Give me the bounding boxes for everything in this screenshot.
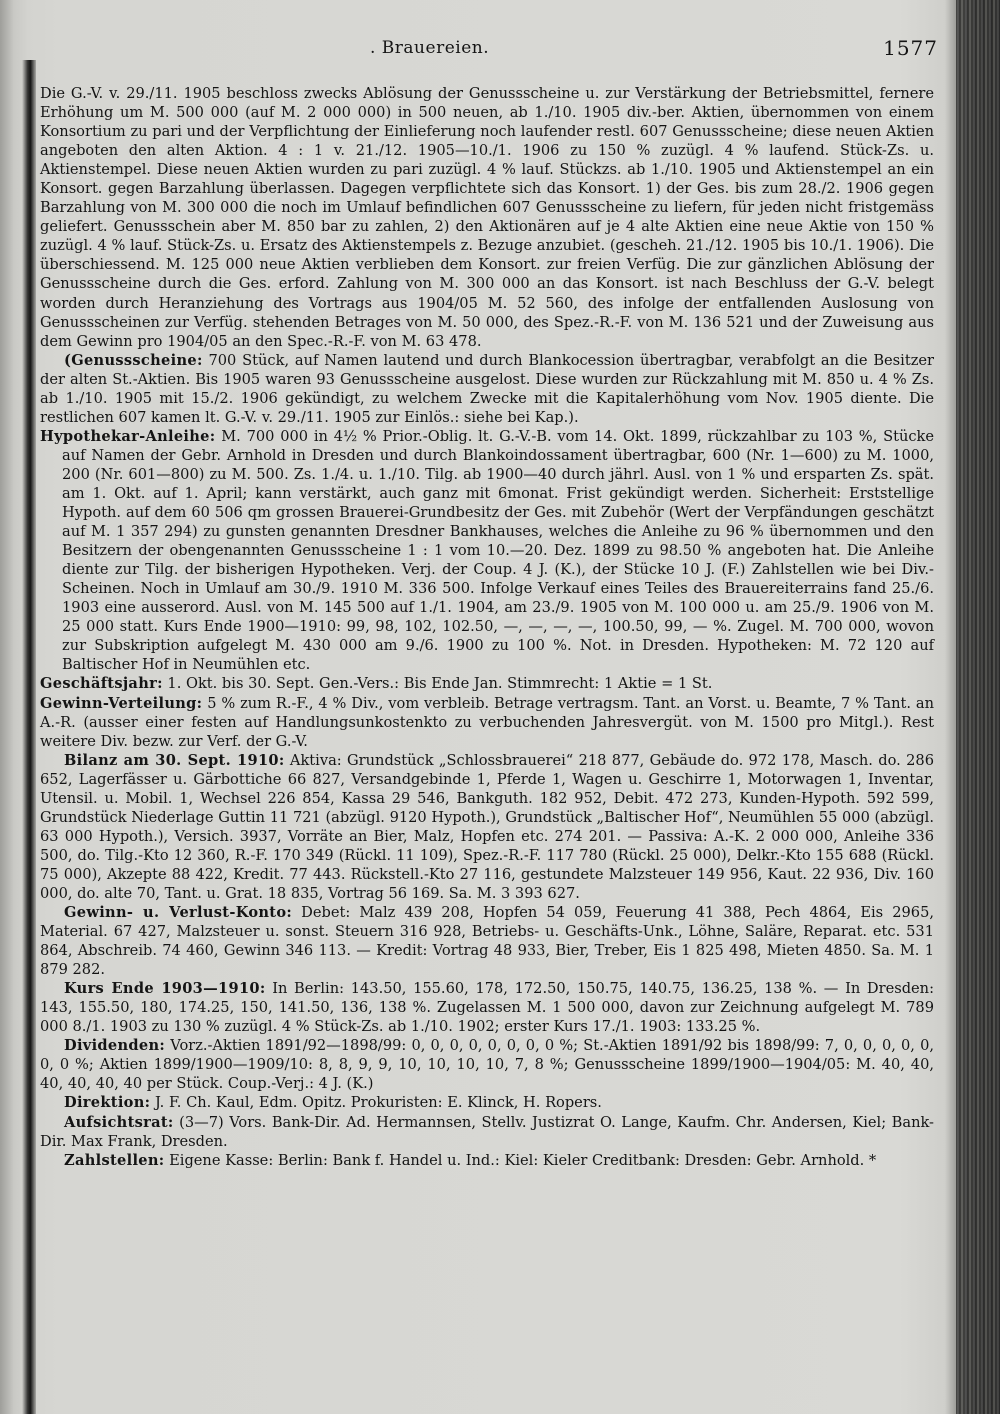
running-title: . Brauereien.: [370, 38, 490, 58]
paragraph-label: Bilanz am 30. Sept. 1910:: [64, 751, 285, 769]
paragraph-aufsichtsrat: [40, 1113, 934, 1151]
paragraph-text: Eigene Kasse: Berlin: Bank f. Handel u. Ind.: Kiel: Kieler Creditbank: Dresden: Gebr. Arnhold. *: [169, 1151, 877, 1169]
paragraph-label: Aufsichtsrat:: [64, 1113, 174, 1131]
paragraph-genussscheine: [40, 351, 934, 427]
paragraph-text: (3—7) Vors. Bank-Dir. Ad. Hermannsen, Stellv. Justizrat O. Lange, Kaufm. Chr. Andersen, Kiel; Bank-Dir. Max Frank, Dresden.: [40, 1113, 934, 1150]
paragraph-label: Gewinn- u. Verlust-Konto:: [64, 904, 293, 922]
paragraph-direktion: [40, 1093, 934, 1112]
paragraph-text: 1. Okt. bis 30. Sept. Gen.-Vers.: Bis Ende Jan. Stimmrecht: 1 Aktie = 1 St.: [167, 675, 713, 693]
page-edge-stack: [956, 0, 1000, 1414]
paragraph-hypothekar-anleihe: [40, 427, 934, 675]
paragraph-capital-increase: [40, 84, 934, 351]
paragraph-label: Direktion:: [64, 1094, 151, 1112]
paragraph-label: Kurs Ende 1903—1910:: [64, 980, 266, 998]
paragraph-label: Hypothekar-Anleihe:: [40, 427, 216, 445]
paragraph-gewinn-verlust-konto: [40, 903, 934, 979]
binding-shadow: [22, 60, 36, 1414]
paragraph-text: 700 Stück, auf Namen lautend und durch Blankocession übertragbar, verabfolgt an die Besitzer der alten St.-Aktien. Bis 1905 waren 93 Genussscheine ausgelost. Diese wurden zur Rückzahlung mit M. 850 u. 4 % Zs. ab 1./10. 1905 mit 15./2. 1906 gekündigt, zu welchem Zwecke mit die Kapitalerhöhung vom Nov. 1905 diente. Die restlichen 607 kamen lt. G.-V. v. 29./11. 1905 zur Einlös.: siehe bei Kap.).: [40, 351, 935, 426]
paragraph-text: Vorz.-Aktien 1891/92—1898/99: 0, 0, 0, 0, 0, 0, 0, 0 %; St.-Aktien 1891/92 bis 1898/99: 7, 0, 0, 0, 0, 0, 0, 0 %; Aktien 1899/1900—1909/10: 8, 8, 9, 9, 10, 10, 10, 10, 7, 8 %; Genussscheine 1899/1900—1904/05: M. 40, 40, 40, 40, 40, 40 per Stück. Coup.-Verj.: 4 J. (K.): [40, 1037, 935, 1093]
paragraph-text: Die G.-V. v. 29./11. 1905 beschloss zwecks Ablösung der Genussscheine u. zur Verstärkung der Betriebsmittel, fernere Erhöhung um M. 500 000 (auf M. 2 000 000) in 500 neuen, ab 1./10. 1905 div.-ber. Aktien, übernommen von einem Konsortium zu pari und der Verpflichtung der Einlieferung noch laufender restl. 607 Genussscheine; diese neuen Aktien angeboten den alten Aktion. 4 : 1 v. 21./12. 1905—10./1. 1906 zu 150 % zuzügl. 4 % laufend. Stück-Zs. u. Aktienstempel. Diese neuen Aktien wurden zu pari zuzügl. 4 % lauf. Stückzs. ab 1./10. 1905 und Aktienstempel an ein Konsort. gegen Barzahlung überlassen. Dagegen verpflichtete sich das Konsort. 1) der Ges. bis zum 28./2. 1906 gegen Barzahlung von M. 300 000 die noch im Umlauf befindlichen 607 Genussscheine zu liefern, für jeden nicht fristgemäss geliefert. Genussschein aber M. 850 bar zu zahlen, 2) den Aktionären auf je 4 alte Aktien eine neue Aktie von 150 % zuzügl. 4 % lauf. Stück-Zs. u. Ersatz des Aktienstempels z. Bezuge anzubiet. (gescheh. 21./12. 1905 bis 10./1. 1906). Die überschiessend. M. 125 000 neue Aktien verblieben dem Konsort. zur freien Verfüg. Die zur gänzlichen Ablösung der Genussscheine durch die Ges. erford. Zahlung von M. 300 000 an das Konsort. ist nach Beschluss der G.-V. belegt worden durch Heranziehung des Vortrags aus 1904/05 M. 52 560, des infolge der entfallenden Auslosung von Genussscheinen zur Verfüg. stehenden Betrages von M. 50 000, des Spez.-R.-F. von M. 136 521 und der Zuweisung aus dem Gewinn pro 1904/05 an den Spec.-R.-F. von M. 63 478.: [40, 85, 934, 350]
paragraph-gewinn-verteilung: [40, 694, 934, 751]
paragraph-text: M. 700 000 in 4½ % Prior.-Oblig. lt. G.-V.-B. vom 14. Okt. 1899, rückzahlbar zu 103 %, Stücke auf Namen der Gebr. Arnhold in Dresden und durch Blankoindossament übertragbar, 600 (Nr. 1—600) zu M. 1000, 200 (Nr. 601—800) zu M. 500. Zs. 1./4. u. 1./10. Tilg. ab 1900—40 durch jährl. Ausl. von 1 % und ersparten Zs. spät. am 1. Okt. auf 1. April; kann verstärkt, auch ganz mit 6monat. Frist gekündigt werden. Sicherheit: Erststellige Hypoth. auf dem 60 506 qm grossen Brauerei-Grundbesitz der Ges. mit Zubehör (Wert der Verpfändungen geschätzt auf M. 1 357 294) zu gunsten genannten Dresdner Bankhauses, welches die Anleihe zu 96 % übernommen und den Besitzern der obengenannten Genussscheine 1 : 1 vom 10.—20. Dez. 1899 zu 98.50 % angeboten hat. Die Anleihe diente zur Tilg. der bisherigen Hypotheken. Verj. der Coup. 4 J. (K.), der Stücke 10 J. (F.) Zahlstellen wie bei Div.-Scheinen. Noch in Umlauf am 30./9. 1910 M. 336 500. Infolge Verkauf eines Teiles des Brauereiterrains fand 25./6. 1903 eine ausserord. Ausl. von M. 145 500 auf 1./1. 1904, am 23./9. 1905 von M. 100 000 u. am 25./9. 1906 von M. 25 000 statt. Kurs Ende 1900—1910: 99, 98, 102, 102.50, —, —, —, —, 100.50, 99, — %. Zugel. M. 700 000, wovon zur Subskription aufgelegt M. 430 000 am 9./6. 1900 zu 100 %. Not. in Dresden. Hypotheken: M. 72 120 auf Baltischer Hof in Neumühlen etc.: [62, 427, 935, 674]
paragraph-bilanz: [40, 751, 934, 903]
paragraph-zahlstellen: [40, 1151, 934, 1170]
page-number: 1577: [883, 36, 938, 60]
paragraph-text: 5 % zum R.-F., 4 % Div., vom verbleib. Betrage vertragsm. Tant. an Vorst. u. Beamte, 7 % Tant. an A.-R. (ausser einer festen auf Handlungsunkostenkto zu verbuchenden Jahresvergüt. von M. 1500 pro Mitgl.). Rest weitere Div. bezw. zur Verf. der G.-V.: [40, 694, 934, 750]
page-header: [40, 36, 938, 64]
paragraph-label: Gewinn-Verteilung:: [40, 694, 203, 712]
paragraph-label: (Genussscheine:: [64, 351, 203, 369]
body-text: [40, 84, 934, 1170]
paragraph-text: J. F. Ch. Kaul, Edm. Opitz. Prokuristen: E. Klinck, H. Ropers.: [154, 1094, 602, 1112]
paragraph-text: In Berlin: 143.50, 155.60, 178, 172.50, 150.75, 140.75, 136.25, 138 %. — In Dresden: 143, 155.50, 180, 174.25, 150, 141.50, 136, 138 %. Zugelassen M. 1 500 000, davon zur Zeichnung aufgelegt M. 789 000 8./1. 1903 zu 130 % zuzügl. 4 % Stück-Zs. ab 1./10. 1902; erster Kurs 17./1. 1903: 133.25 %.: [40, 980, 934, 1036]
paragraph-text: Debet: Malz 439 208, Hopfen 54 059, Feuerung 41 388, Pech 4864, Eis 2965, Material. 67 427, Malzsteuer u. sonst. Steuern 316 928, Betriebs- u. Geschäfts-Unk., Löhne, Saläre, Reparat. etc. 531 864, Abschreib. 74 460, Gewinn 346 113. — Kredit: Vortrag 48 933, Bier, Treber, Eis 1 825 498, Mieten 4850. Sa. M. 1 879 282.: [40, 904, 935, 979]
paragraph-dividenden: [40, 1036, 934, 1093]
paragraph-kurs: [40, 979, 934, 1036]
paragraph-label: Zahlstellen:: [64, 1151, 165, 1169]
paragraph-geschaeftsjahr: [40, 674, 934, 693]
paragraph-label: Dividenden:: [64, 1037, 166, 1055]
paragraph-text: Aktiva: Grundstück „Schlossbrauerei“ 218 877, Gebäude do. 972 178, Masch. do. 286 652, Lagerfässer u. Gärbottiche 66 827, Versandgebinde 1, Pferde 1, Wagen u. Geschirre 1, Motorwagen 1, Inventar, Utensil. u. Mobil. 1, Wechsel 226 854, Kassa 29 546, Bankguth. 182 952, Debit. 472 273, Kunden-Hypoth. 592 599, Grundstück Niederlage Guttin 11 721 (abzügl. 9120 Hypoth.), Grundstück „Baltischer Hof“, Neumühlen 55 000 (abzügl. 63 000 Hypoth.), Versich. 3937, Vorräte an Bier, Malz, Hopfen etc. 274 201. — Passiva: A.-K. 2 000 000, Anleihe 336 500, do. Tilg.-Kto 12 360, R.-F. 170 349 (Rückl. 11 109), Spez.-R.-F. 117 780 (Rückl. 25 000), Delkr.-Kto 155 688 (Rückl. 75 000), Akzepte 88 422, Kredit. 77 443. Rückstell.-Kto 27 116, gestundete Malzsteuer 149 956, Kaut. 22 936, Div. 160 000, do. alte 70, Tant. u. Grat. 18 835, Vortrag 56 169. Sa. M. 3 393 627.: [40, 751, 934, 902]
paragraph-label: Geschäftsjahr:: [40, 675, 163, 693]
